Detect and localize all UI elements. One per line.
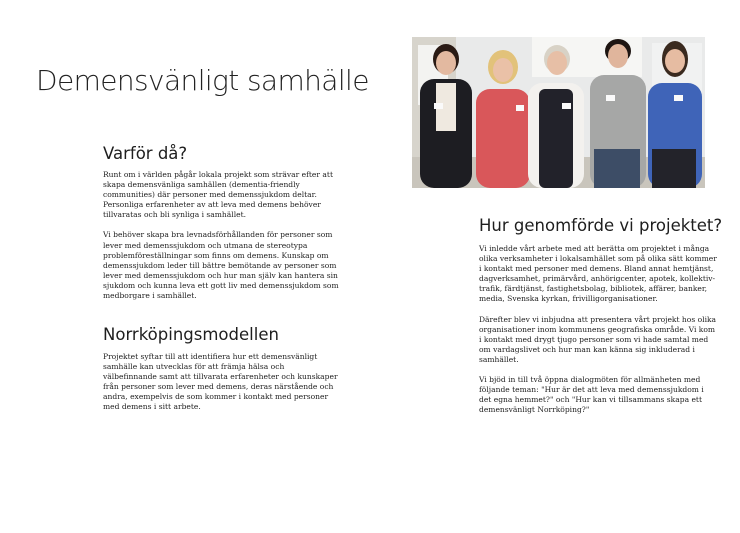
heading-varfor-da: Varför då?: [103, 144, 188, 163]
team-photo: [412, 37, 705, 188]
paragraph: Vi behöver skapa bra levnadsförhållanden för personer som lever med demenssjukdom och utmana de stereotypa problemföreställningar som finns om demens. Kunskap om demenssjukdom leder till bättre bemötande av personer som lever med demenssjukdom och hur man själv kan hantera sin sjukdom och kunna leva ett gott liv med demenssjukdom som medborgare i samhället.: [103, 230, 339, 301]
paragraph: Runt om i världen pågår lokala projekt som strävar efter att skapa demensvänliga samhällen (dementia-friendly communities) där personer med demenssjukdom deltar. Personliga erfarenheter av att leva med demens behöver tillvaratas och bli synliga i samhället.: [103, 170, 333, 220]
heading-norrkopingsmodellen: Norrköpingsmodellen: [103, 325, 279, 344]
page-title: Demensvänligt samhälle: [36, 64, 369, 97]
section-hur-genomforde-body: [479, 244, 717, 415]
section-norrkopingsmodellen-body: [103, 352, 339, 413]
paragraph: Vi inledde vårt arbete med att berätta om projektet i många olika verksamheter i lokalsamhället som på olika sätt kommer i kontakt med personer med demens. Bland annat hemtjänst, dagverksamhet, primärvård, anhörigcenter, apotek, kollektiv-trafik, färdtjänst, fastighetsbolag, bibliotek, affärer, banker, media, Svenska kyrkan, frivilligorganisationer.: [479, 244, 717, 304]
heading-hur-genomforde: Hur genomförde vi projektet?: [479, 216, 723, 235]
paragraph: Därefter blev vi inbjudna att presentera vårt projekt hos olika organisationer inom kommunens geografiska område. Vi kom i kontakt med drygt tjugo personer som vi hade samtal med om vardagslivet och hur man kan känna sig inkluderad i samhället.: [479, 314, 717, 364]
paragraph: Projektet syftar till att identifiera hur ett demensvänligt samhälle kan utvecklas för att främja hälsa och välbefinnande samt att tillvarata erfarenheter och kunskaper från personer som lever med demens, deras närstående och andra, exempelvis de som kommer i kontakt med personer med demens i sitt arbete.: [103, 352, 338, 412]
paragraph: Vi bjöd in till två öppna dialogmöten för allmänheten med följande teman: "Hur är det att leva med demenssjukdom i det egna hemmet?" och "Hur kan vi tillsammans skapa ett demensvänligt Norrköping?": [479, 375, 704, 415]
section-varfor-da-body: [103, 170, 339, 301]
